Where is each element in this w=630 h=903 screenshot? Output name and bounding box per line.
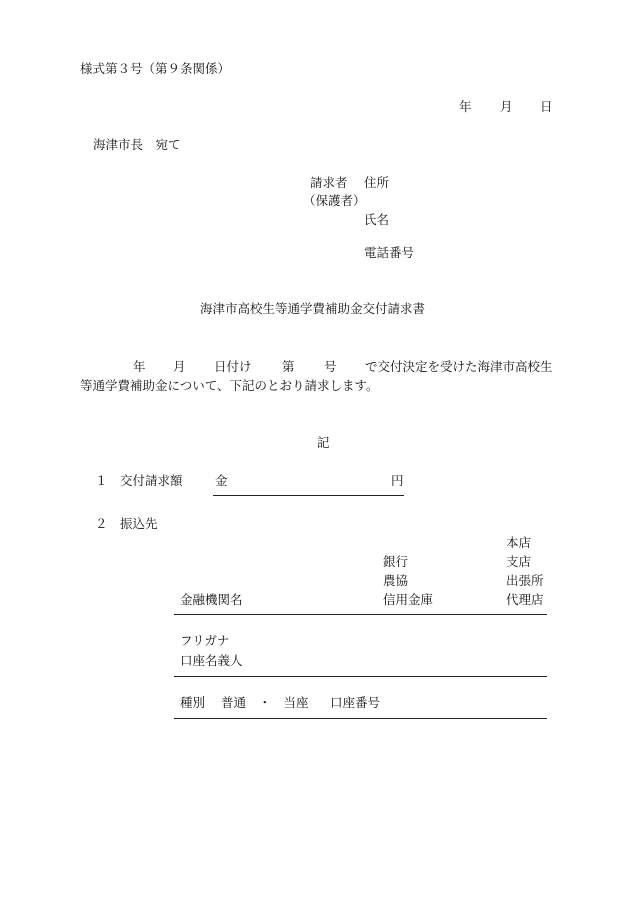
branch-type-main: 本店 <box>506 535 532 550</box>
date-day-label: 日 <box>540 99 553 114</box>
institution-type-shinkin: 信用金庫 <box>383 592 434 607</box>
guardian-label: （保護者） <box>303 193 366 208</box>
date-year-label: 年 <box>459 99 472 114</box>
ki-heading: 記 <box>317 435 330 450</box>
account-number-underline <box>174 718 547 719</box>
item1-number: １ <box>95 473 108 488</box>
branch-type-sub: 出張所 <box>506 573 544 588</box>
addressee: 海津市長 宛て <box>93 137 181 152</box>
account-type-options: 普通 ・ 当座 <box>221 695 309 710</box>
date-month-label: 月 <box>500 99 513 114</box>
address-label: 住所 <box>364 175 390 190</box>
furigana-label: フリガナ <box>180 633 230 648</box>
item2-number: ２ <box>95 516 108 531</box>
institution-type-bank: 銀行 <box>383 554 409 569</box>
amount-underline <box>213 495 404 496</box>
institution-type-ja: 農協 <box>383 573 409 588</box>
branch-type-branch: 支店 <box>506 554 532 569</box>
body-month: 月 <box>173 359 186 374</box>
item1-unit: 円 <box>391 473 404 488</box>
phone-label: 電話番号 <box>364 245 415 260</box>
name-label: 氏名 <box>364 212 390 227</box>
account-name-label: 口座名義人 <box>180 653 243 668</box>
body-dai: 第 <box>282 359 295 374</box>
body-day: 日付け <box>214 359 252 374</box>
account-number-label: 口座番号 <box>330 695 381 710</box>
institution-label: 金融機関名 <box>180 592 243 607</box>
account-name-underline <box>174 676 547 677</box>
institution-underline <box>174 614 547 615</box>
item2-label: 振込先 <box>120 516 158 531</box>
account-type-label: 種別 <box>180 695 206 710</box>
body-line2: 等通学費補助金について、下記のとおり請求します。 <box>80 378 379 393</box>
form-number: 様式第３号（第９条関係） <box>80 61 231 76</box>
body-year: 年 <box>133 359 146 374</box>
branch-type-agency: 代理店 <box>506 592 544 607</box>
document-title: 海津市高校生等通学費補助金交付請求書 <box>200 301 426 316</box>
requester-label: 請求者 <box>310 175 348 190</box>
body-line1-rest: で交付決定を受けた海津市高校生 <box>365 359 553 374</box>
item1-label: 交付請求額 <box>120 473 183 488</box>
item1-prefix: 金 <box>215 473 228 488</box>
body-go: 号 <box>324 359 337 374</box>
